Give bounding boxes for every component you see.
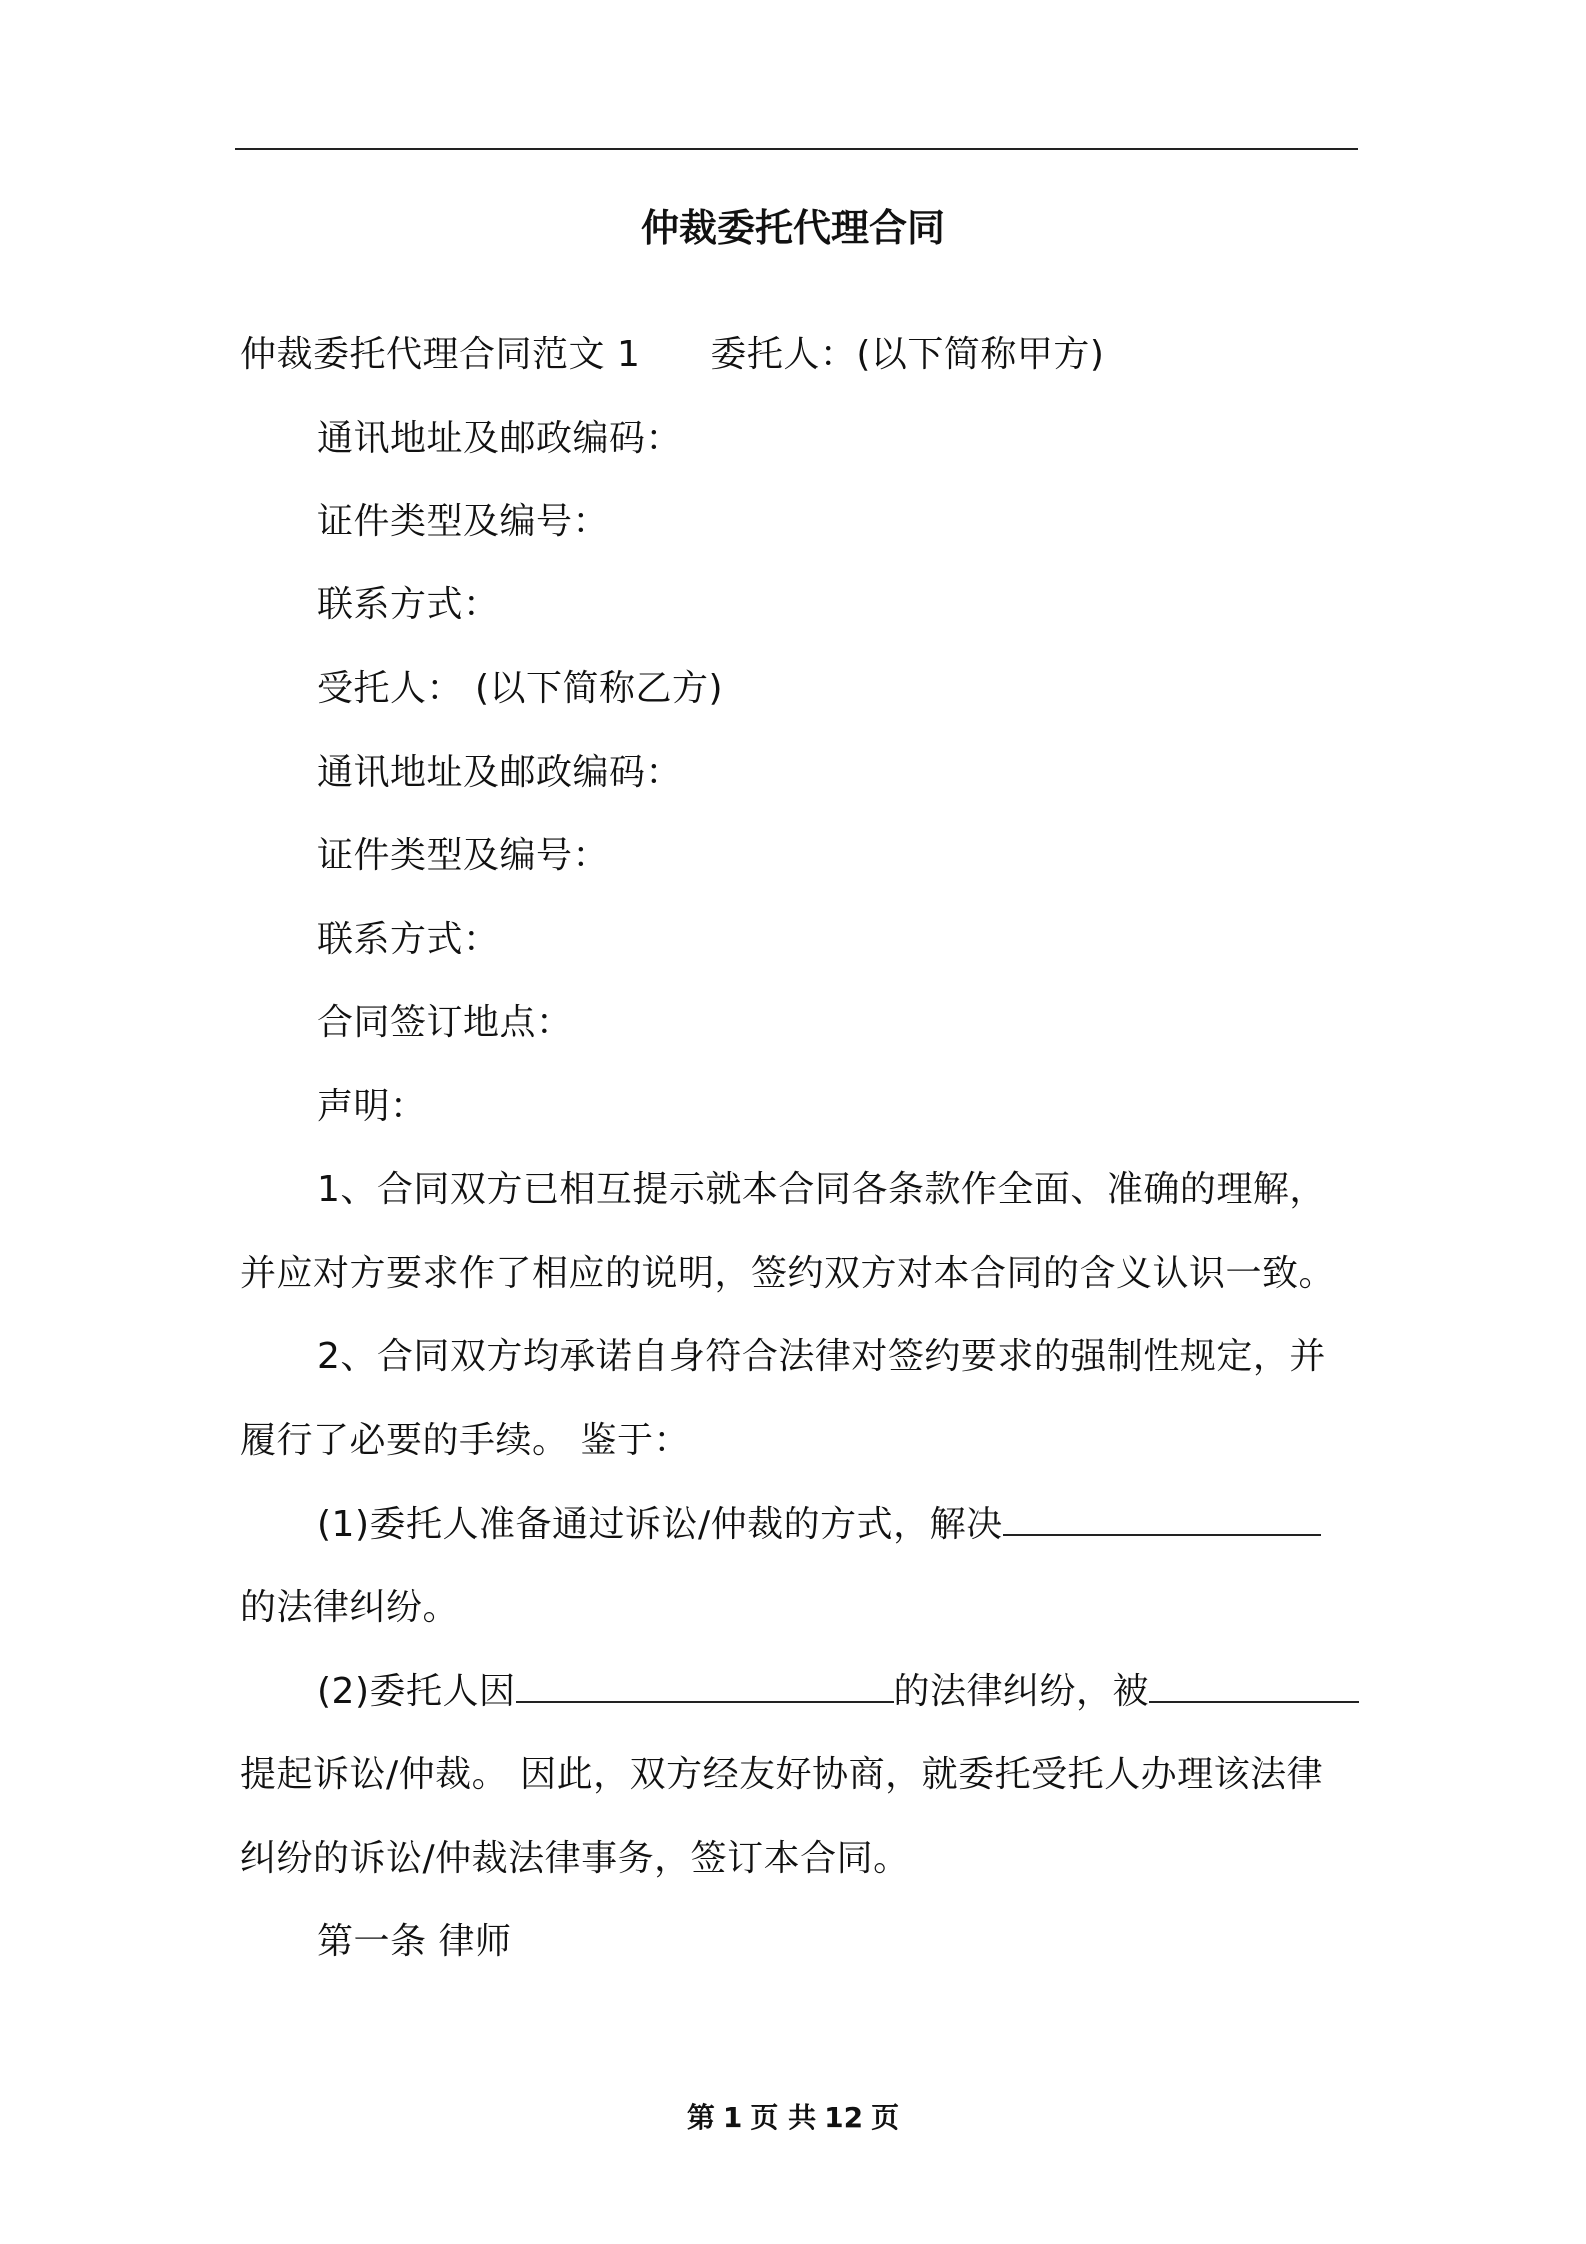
item-2-line-3: 纠纷的诉讼/仲裁法律事务，签订本合同。 <box>240 1838 910 1879</box>
agent-address-label: 通讯地址及邮政编码： <box>317 752 683 793</box>
principal-id-label: 证件类型及编号： <box>317 501 610 542</box>
page-number: 1 <box>722 2101 743 2134</box>
agent-label: 受托人： (以下简称乙方) <box>317 668 724 709</box>
principal-address-label: 通讯地址及邮政编码： <box>317 418 683 459</box>
declaration-heading: 声明： <box>317 1086 427 1127</box>
fill-in-blank <box>516 1671 894 1703</box>
item-2-line-1 <box>317 1667 1359 1717</box>
opening-label: 仲裁委托代理合同范文 1 <box>240 334 641 375</box>
page-footer <box>0 2098 1586 2138</box>
item-1-line-2: 的法律纠纷。 <box>240 1587 460 1628</box>
opening-line <box>240 330 1104 380</box>
page-total: 12 <box>824 2101 864 2134</box>
item-2-line-2: 提起诉讼/仲裁。 因此，双方经友好协商，就委托受托人办理该法律 <box>240 1754 1324 1795</box>
declaration-1-line-1: 1、合同双方已相互提示就本合同各条款作全面、准确的理解， <box>317 1169 1326 1210</box>
item-2-text-part-1: (2)委托人因 <box>317 1671 516 1712</box>
header-rule <box>235 148 1358 150</box>
fill-in-blank <box>1003 1504 1321 1536</box>
declaration-1-line-2: 并应对方要求作了相应的说明，签约双方对本合同的含义认识一致。 <box>240 1253 1336 1294</box>
declaration-2-line-2: 履行了必要的手续。 鉴于： <box>240 1420 690 1461</box>
page-suffix: 页 <box>871 2101 900 2134</box>
page-middle: 页 共 <box>750 2101 817 2134</box>
fill-in-blank <box>1149 1671 1359 1703</box>
agent-contact-label: 联系方式： <box>317 919 500 960</box>
principal-contact-label: 联系方式： <box>317 584 500 625</box>
page-prefix: 第 <box>686 2101 715 2134</box>
item-1-text: (1)委托人准备通过诉讼/仲裁的方式，解决 <box>317 1504 1003 1545</box>
item-1-line-1 <box>317 1500 1321 1550</box>
article-1-heading: 第一条 律师 <box>317 1921 512 1962</box>
agent-id-label: 证件类型及编号： <box>317 835 610 876</box>
document-title: 仲裁委托代理合同 <box>640 206 945 250</box>
declaration-2-line-1: 2、合同双方均承诺自身符合法律对签约要求的强制性规定，并 <box>317 1336 1326 1377</box>
item-2-text-part-2: 的法律纠纷，被 <box>893 1671 1150 1712</box>
principal-label: 委托人：(以下简称甲方) <box>710 334 1105 375</box>
signing-place-label: 合同签订地点： <box>317 1002 573 1043</box>
